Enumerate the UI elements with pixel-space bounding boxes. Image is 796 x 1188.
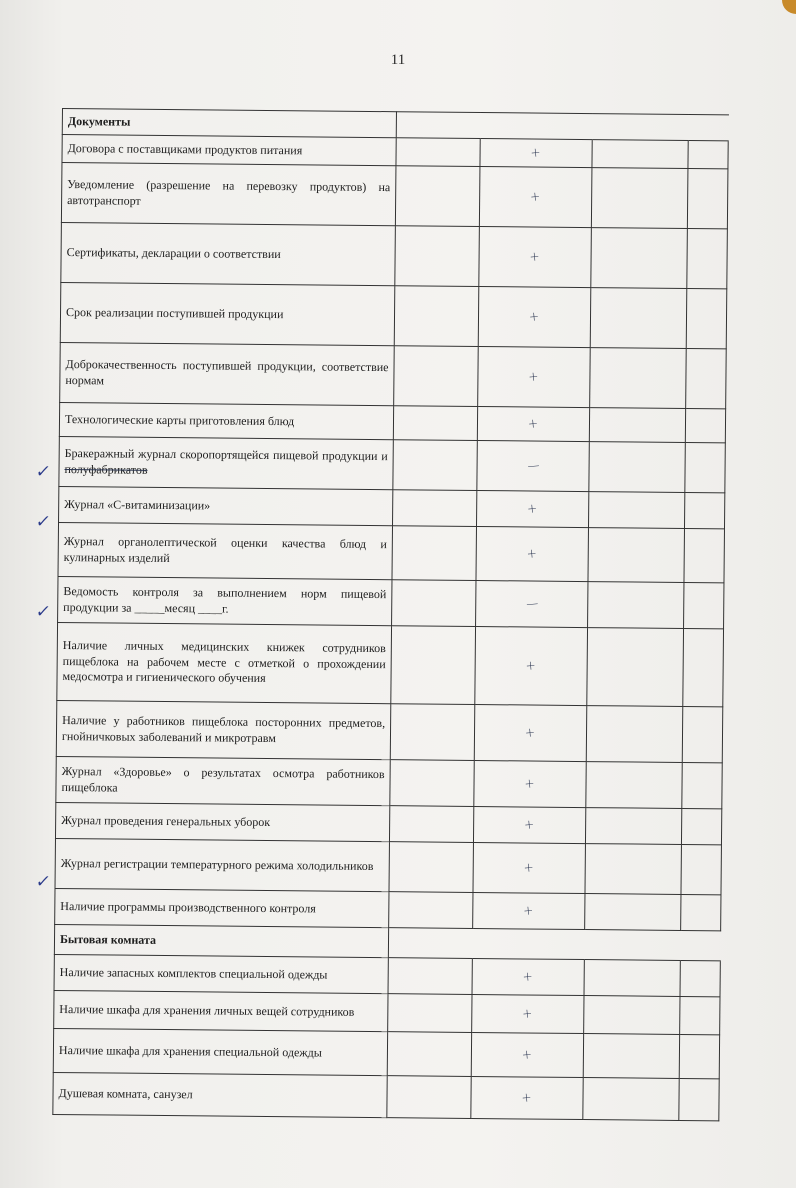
row-label: Наличие у работников пищеблока посторонних предметов, гнойничковых заболеваний и микротравм xyxy=(56,700,391,759)
page-number: 11 xyxy=(390,52,406,68)
table-row xyxy=(54,990,720,1034)
inspection-checklist-table xyxy=(52,108,729,1121)
handwritten-mark: + xyxy=(472,958,584,995)
row-label: Наличие личных медицинских книжек сотрудников пищеблока на рабочем месте с отметкой о прохождении медосмотра и гигиенического обучения xyxy=(57,622,392,703)
row-label: Журнал органолептической оценки качества блюд и кулинарных изделий xyxy=(58,522,393,579)
handwritten-mark: + xyxy=(471,1076,583,1119)
table-row xyxy=(56,700,723,762)
table-row xyxy=(61,222,728,288)
handwritten-mark: + xyxy=(473,806,585,843)
row-label: Договора с поставщиками продуктов питания xyxy=(62,135,396,166)
struck-text: полуфабрикатов xyxy=(64,461,148,477)
row-label: Наличие шкафа для хранения специальной одежды xyxy=(53,1028,387,1075)
table-row xyxy=(59,436,725,492)
row-label: Журнал проведения генеральных уборок xyxy=(55,802,389,841)
table-row xyxy=(61,163,728,229)
handwritten-mark: + xyxy=(474,760,586,807)
handwritten-mark: + xyxy=(474,704,587,761)
row-label: Журнал «Здоровье» о результатах осмотра работников пищеблока xyxy=(56,756,390,805)
row-label: Ведомость контроля за выполнением норм пищевой продукции за _____месяц ____г. xyxy=(58,576,392,625)
handwritten-mark: + xyxy=(479,167,592,228)
table-row xyxy=(53,1028,719,1078)
margin-check-icon: ✓ xyxy=(34,512,53,532)
handwritten-mark: + xyxy=(477,490,589,527)
handwritten-mark: + xyxy=(477,407,589,442)
table-row xyxy=(60,342,727,408)
row-label: Наличие запасных комплектов специальной одежды xyxy=(54,954,388,993)
margin-check-icon: ✓ xyxy=(34,462,53,482)
handwritten-mark: + xyxy=(478,287,591,348)
row-label: Уведомление (разрешение на перевозку продуктов) на автотранспорт xyxy=(61,163,396,226)
row-label: Сертификаты, декларации о соответствии xyxy=(61,222,396,285)
handwritten-mark: — xyxy=(476,580,588,627)
table-row xyxy=(57,622,724,706)
row-label: Бракеражный журнал скоропортящейся пищевой продукции и полуфабрикатов xyxy=(59,436,393,489)
handwritten-mark: — xyxy=(477,441,589,492)
row-label: Душевая комната, санузел xyxy=(53,1072,387,1117)
corner-mark xyxy=(782,0,796,14)
section-title: Документы xyxy=(62,109,396,138)
row-label: Технологические карты приготовления блюд xyxy=(59,402,393,439)
table-row xyxy=(58,576,724,628)
handwritten-mark: + xyxy=(473,842,585,893)
section-title: Бытовая комната xyxy=(54,924,388,957)
row-label: Срок реализации поступившей продукции xyxy=(60,282,395,345)
handwritten-mark: + xyxy=(479,227,592,288)
handwritten-mark: + xyxy=(476,526,589,581)
table-row xyxy=(56,756,722,808)
handwritten-mark: + xyxy=(472,994,584,1033)
margin-check-icon: ✓ xyxy=(34,872,53,892)
row-label: Журнал «С-витаминизации» xyxy=(59,486,393,525)
handwritten-mark: + xyxy=(478,347,591,408)
row-label: Наличие программы производственного контроля xyxy=(55,888,389,927)
handwritten-mark: + xyxy=(473,892,585,929)
row-label: Журнал регистрации температурного режима холодильников xyxy=(55,838,389,891)
handwritten-mark: + xyxy=(480,139,592,168)
row-label: Доброкачественность поступившей продукции, соответствие нормам xyxy=(60,342,395,405)
table-row xyxy=(55,838,721,894)
handwritten-mark: + xyxy=(471,1032,583,1077)
handwritten-mark: + xyxy=(475,626,588,705)
table-row xyxy=(53,1072,719,1120)
table-row xyxy=(58,522,724,582)
table-row xyxy=(60,282,727,348)
row-label: Наличие шкафа для хранения личных вещей сотрудников xyxy=(54,990,388,1031)
margin-check-icon: ✓ xyxy=(34,602,53,622)
